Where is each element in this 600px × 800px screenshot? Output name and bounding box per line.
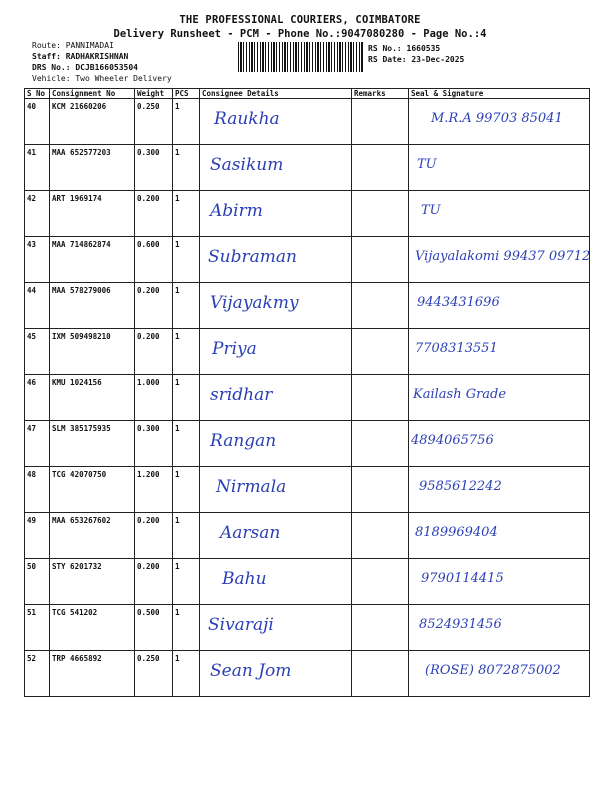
cell-signature xyxy=(409,651,590,697)
cell-signature xyxy=(409,329,590,375)
table-row xyxy=(25,329,590,375)
cell-consignment: MAA 578279006 xyxy=(50,283,135,329)
col-consignment: Consignment No xyxy=(50,89,135,99)
cell-signature xyxy=(409,191,590,237)
cell-consignment: STY 6201732 xyxy=(50,559,135,605)
cell-sno: 42 xyxy=(25,191,50,237)
table-row xyxy=(25,283,590,329)
signature-handwriting: Kailash Grade xyxy=(413,387,507,402)
cell-weight: 1.000 xyxy=(135,375,173,421)
cell-sno: 50 xyxy=(25,559,50,605)
table-row xyxy=(25,651,590,697)
cell-consignment: MAA 652577203 xyxy=(50,145,135,191)
cell-consignee xyxy=(200,329,352,375)
table-row xyxy=(25,559,590,605)
barcode xyxy=(238,42,364,72)
cell-signature xyxy=(409,513,590,559)
rs-no-text: RS No.: 1660535 xyxy=(368,44,441,53)
col-sno: S No xyxy=(25,89,50,99)
cell-signature xyxy=(409,237,590,283)
col-signature: Seal & Signature xyxy=(409,89,590,99)
cell-pcs: 1 xyxy=(173,651,200,697)
cell-pcs: 1 xyxy=(173,559,200,605)
consignee-handwriting: Abirm xyxy=(210,201,263,221)
cell-consignee xyxy=(200,283,352,329)
cell-consignee xyxy=(200,99,352,145)
cell-consignee xyxy=(200,145,352,191)
cell-remarks xyxy=(352,559,409,605)
cell-sno: 49 xyxy=(25,513,50,559)
cell-consignment: TCG 42070750 xyxy=(50,467,135,513)
signature-handwriting: 8524931456 xyxy=(419,617,502,632)
cell-weight: 0.200 xyxy=(135,329,173,375)
cell-sno: 45 xyxy=(25,329,50,375)
cell-signature xyxy=(409,467,590,513)
signature-handwriting: 4894065756 xyxy=(411,433,494,448)
cell-weight: 0.500 xyxy=(135,605,173,651)
cell-remarks xyxy=(352,421,409,467)
cell-consignment: KMU 1024156 xyxy=(50,375,135,421)
cell-weight: 0.200 xyxy=(135,191,173,237)
cell-pcs: 1 xyxy=(173,605,200,651)
table-row xyxy=(25,237,590,283)
cell-signature xyxy=(409,375,590,421)
drs-text: DRS No.: DCJB166053504 xyxy=(32,63,138,72)
cell-remarks xyxy=(352,237,409,283)
cell-consignee xyxy=(200,237,352,283)
cell-pcs: 1 xyxy=(173,283,200,329)
company-title: THE PROFESSIONAL COURIERS, COIMBATORE xyxy=(179,14,421,26)
signature-handwriting: 9790114415 xyxy=(421,571,504,586)
cell-sno: 43 xyxy=(25,237,50,283)
table-row xyxy=(25,467,590,513)
cell-consignment: TRP 4665892 xyxy=(50,651,135,697)
cell-remarks xyxy=(352,329,409,375)
cell-weight: 0.300 xyxy=(135,145,173,191)
cell-pcs: 1 xyxy=(173,329,200,375)
cell-consignment: TCG 541202 xyxy=(50,605,135,651)
cell-consignee xyxy=(200,191,352,237)
col-weight: Weight xyxy=(135,89,173,99)
cell-pcs: 1 xyxy=(173,375,200,421)
cell-sno: 44 xyxy=(25,283,50,329)
cell-weight: 0.600 xyxy=(135,237,173,283)
cell-signature xyxy=(409,605,590,651)
cell-pcs: 1 xyxy=(173,513,200,559)
consignee-handwriting: Sasikum xyxy=(210,155,284,175)
cell-weight: 0.300 xyxy=(135,421,173,467)
consignee-handwriting: Sean Jom xyxy=(210,661,292,681)
cell-sno: 48 xyxy=(25,467,50,513)
signature-handwriting: 9585612242 xyxy=(419,479,502,494)
cell-remarks xyxy=(352,145,409,191)
cell-consignment: SLM 385175935 xyxy=(50,421,135,467)
cell-consignee xyxy=(200,375,352,421)
table-row xyxy=(25,191,590,237)
cell-remarks xyxy=(352,191,409,237)
table-row xyxy=(25,375,590,421)
consignee-handwriting: Aarsan xyxy=(220,523,281,543)
runsheet-title: Delivery Runsheet - PCM - Phone No.:9047080280 - Page No.:4 xyxy=(113,28,487,40)
vehicle-text: Vehicle: Two Wheeler Delivery xyxy=(32,74,172,83)
signature-handwriting: TU xyxy=(417,157,437,172)
cell-pcs: 1 xyxy=(173,237,200,283)
cell-sno: 46 xyxy=(25,375,50,421)
cell-consignment: MAA 653267602 xyxy=(50,513,135,559)
cell-weight: 0.250 xyxy=(135,99,173,145)
signature-handwriting: M.R.A 99703 85041 xyxy=(431,111,563,126)
table-row xyxy=(25,99,590,145)
cell-sno: 40 xyxy=(25,99,50,145)
cell-consignment: IXM 509498210 xyxy=(50,329,135,375)
cell-sno: 51 xyxy=(25,605,50,651)
cell-pcs: 1 xyxy=(173,421,200,467)
consignee-handwriting: Sivaraji xyxy=(208,615,274,635)
runsheet-meta-left xyxy=(32,40,172,84)
route-text: Route: PANNIMADAI xyxy=(32,41,114,50)
signature-handwriting: (ROSE) 8072875002 xyxy=(425,663,561,678)
table-header-row xyxy=(25,89,590,99)
consignee-handwriting: Vijayakmy xyxy=(210,293,299,313)
signature-handwriting: 8189969404 xyxy=(415,525,498,540)
cell-signature xyxy=(409,145,590,191)
cell-remarks xyxy=(352,651,409,697)
cell-consignee xyxy=(200,467,352,513)
consignee-handwriting: Bahu xyxy=(222,569,267,589)
cell-consignee xyxy=(200,651,352,697)
col-pcs: PCS xyxy=(173,89,200,99)
cell-remarks xyxy=(352,283,409,329)
cell-pcs: 1 xyxy=(173,191,200,237)
cell-sno: 41 xyxy=(25,145,50,191)
cell-signature xyxy=(409,283,590,329)
cell-consignment: ART 1969174 xyxy=(50,191,135,237)
cell-sno: 52 xyxy=(25,651,50,697)
cell-signature xyxy=(409,421,590,467)
signature-handwriting: 9443431696 xyxy=(417,295,500,310)
cell-remarks xyxy=(352,375,409,421)
consignee-handwriting: Nirmala xyxy=(216,477,287,497)
cell-remarks xyxy=(352,99,409,145)
table-row xyxy=(25,145,590,191)
consignee-handwriting: Priya xyxy=(212,339,257,359)
cell-sno: 47 xyxy=(25,421,50,467)
cell-signature xyxy=(409,559,590,605)
cell-consignment: KCM 21660206 xyxy=(50,99,135,145)
cell-consignee xyxy=(200,559,352,605)
runsheet-meta-right xyxy=(368,43,464,65)
cell-remarks xyxy=(352,467,409,513)
cell-consignee xyxy=(200,513,352,559)
rs-date-text: RS Date: 23-Dec-2025 xyxy=(368,55,465,64)
col-consignee: Consignee Details xyxy=(200,89,352,99)
cell-weight: 0.200 xyxy=(135,559,173,605)
col-remarks: Remarks xyxy=(352,89,409,99)
consignee-handwriting: Rangan xyxy=(210,431,277,451)
table-row xyxy=(25,513,590,559)
cell-consignment: MAA 714862874 xyxy=(50,237,135,283)
signature-handwriting: 7708313551 xyxy=(415,341,498,356)
consignee-handwriting: Raukha xyxy=(214,109,280,129)
table-row xyxy=(25,421,590,467)
delivery-table xyxy=(24,88,590,697)
consignee-handwriting: Subraman xyxy=(208,247,297,267)
signature-handwriting: Vijayalakomi 99437 09712 xyxy=(415,249,591,264)
cell-weight: 0.200 xyxy=(135,283,173,329)
signature-handwriting: TU xyxy=(421,203,441,218)
cell-pcs: 1 xyxy=(173,145,200,191)
staff-text: Staff: RADHAKRISHNAN xyxy=(32,52,129,61)
consignee-handwriting: sridhar xyxy=(210,385,273,405)
cell-pcs: 1 xyxy=(173,99,200,145)
cell-pcs: 1 xyxy=(173,467,200,513)
cell-consignee xyxy=(200,605,352,651)
cell-consignee xyxy=(200,421,352,467)
cell-weight: 1.200 xyxy=(135,467,173,513)
cell-remarks xyxy=(352,513,409,559)
table-row xyxy=(25,605,590,651)
cell-remarks xyxy=(352,605,409,651)
cell-weight: 0.200 xyxy=(135,513,173,559)
cell-weight: 0.250 xyxy=(135,651,173,697)
cell-signature xyxy=(409,99,590,145)
